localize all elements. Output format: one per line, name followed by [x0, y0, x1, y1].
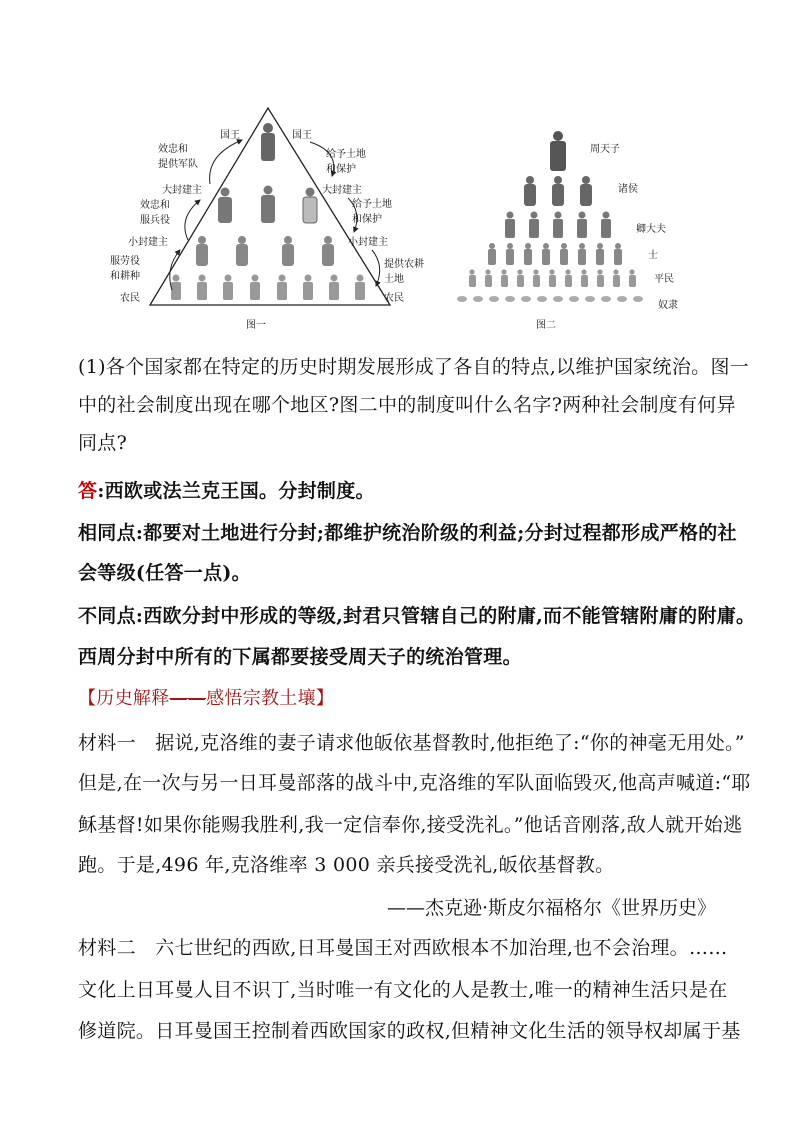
- material2-line-1: 材料二 六七世纪的西欧,日耳曼国王对西欧根本不加治理,也不会治理。……: [78, 937, 728, 959]
- fig1-peasant-left: 农民: [120, 293, 140, 304]
- section-open: 【历史解释: [78, 688, 170, 709]
- fig2-vassals: 诸侯: [618, 184, 638, 195]
- material1-source: ——杰克逊·斯皮尔福格尔《世界历史》: [386, 897, 716, 919]
- answer-line-1: [78, 478, 375, 504]
- material2-line-2: 文化上日耳曼人目不识丁,当时唯一有文化的人是教士,唯一的精神生活只是在: [78, 979, 728, 1001]
- fig1-labor-1: 服劳役: [110, 256, 140, 267]
- fig1-labor-2: 和耕种: [110, 271, 140, 282]
- fig1-loyal-military-1: 效忠和: [158, 144, 188, 155]
- king-figure: [261, 123, 275, 161]
- ministers-figures: [505, 212, 611, 239]
- question-line-3: 同点?: [78, 432, 128, 454]
- fig1-farmland-2: 土地: [384, 274, 404, 285]
- commoners-figures: [469, 269, 636, 287]
- fig1-give-land-2a: 给予土地: [352, 199, 392, 210]
- material1-line-4: 跑。于是,496 年,克洛维率 3 000 亲兵接受洗礼,皈依基督教。: [78, 854, 615, 876]
- fig1-give-land-1a: 给予土地: [326, 149, 366, 160]
- fig2-shi: 士: [648, 250, 658, 261]
- answer-same-line-2: 会等级(任答一点)。: [78, 562, 251, 584]
- peasants-figures: [171, 275, 365, 301]
- fig1-big-lord-left: 大封建主: [162, 185, 202, 196]
- fig1-king-left: 国王: [220, 130, 240, 141]
- fig1-small-lord-right: 小封建主: [348, 237, 388, 248]
- fig1-give-land-1b: 和保护: [326, 164, 356, 175]
- section-dash: ——: [169, 688, 207, 709]
- section-rest: 感悟宗教土壤】: [206, 688, 335, 709]
- material1-line-2: 但是,在一次与另一日耳曼部落的战斗中,克洛维的军队面临毁灭,他高声喊道:“耶: [78, 772, 751, 794]
- figure2-hierarchy: [457, 131, 678, 331]
- answer-main: :西欧或法兰克王国。分封制度。: [97, 480, 375, 502]
- fig2-zhou-king: 周天子: [590, 144, 620, 155]
- zhou-king-figure: [550, 131, 566, 171]
- fig1-loyal-military-2: 提供军队: [158, 159, 198, 170]
- figures-svg: [110, 100, 700, 340]
- material1-line-3: 稣基督!如果你能赐我胜利,我一定信奉你,接受洗礼。”他话音刚落,敌人就开始逃: [78, 814, 743, 836]
- answer-prefix: 答: [78, 480, 98, 502]
- question-line-2: 中的社会制度出现在哪个地区?图二中的制度叫什么名字?两种社会制度有何异: [78, 394, 736, 416]
- fig2-ministers: 卿大夫: [636, 224, 666, 235]
- fig1-small-lord-left: 小封建主: [128, 237, 168, 248]
- fig1-big-lord-right: 大封建主: [322, 185, 362, 196]
- section-heading: [78, 686, 334, 712]
- figure1-pyramid: [110, 108, 424, 331]
- shi-figures: [488, 243, 622, 265]
- fig1-peasant-right: 农民: [384, 293, 404, 304]
- small-lords-figures: [196, 236, 334, 266]
- slaves-figures: [457, 296, 643, 302]
- fig1-give-land-2b: 和保护: [352, 214, 382, 225]
- material1-line-1: 材料一 据说,克洛维的妻子请求他皈依基督教时,他拒绝了:“你的神毫无用处。”: [78, 732, 745, 754]
- fig2-caption: 图二: [536, 320, 556, 331]
- fig2-commoners: 平民: [654, 274, 674, 285]
- answer-same-line-1: 相同点:都要对土地进行分封;都维护统治阶级的利益;分封过程都形成严格的社: [78, 522, 737, 544]
- big-lords-figures: [218, 186, 317, 224]
- material2-line-3: 修道院。日耳曼国王控制着西欧国家的政权,但精神文化生活的领导权却属于基: [78, 1020, 741, 1042]
- fig1-loyal-service-2: 服兵役: [140, 215, 170, 226]
- figures-area: [110, 100, 700, 340]
- fig1-farmland-1: 提供农耕: [384, 259, 424, 270]
- fig2-slaves: 奴隶: [658, 300, 678, 311]
- answer-diff-line-2: 西周分封中所有的下属都要接受周天子的统治管理。: [78, 646, 522, 668]
- fig1-caption: 图一: [246, 320, 266, 331]
- question-line-1: (1)各个国家都在特定的历史时期发展形成了各自的特点,以维护国家统治。图一: [78, 356, 750, 378]
- fig1-king-right: 国王: [292, 130, 312, 141]
- answer-diff-line-1: 不同点:西欧分封中形成的等级,封君只管辖自己的附庸,而不能管辖附庸的附庸。: [78, 605, 756, 627]
- vassals-figures: [524, 176, 592, 206]
- fig1-loyal-service-1: 效忠和: [140, 200, 170, 211]
